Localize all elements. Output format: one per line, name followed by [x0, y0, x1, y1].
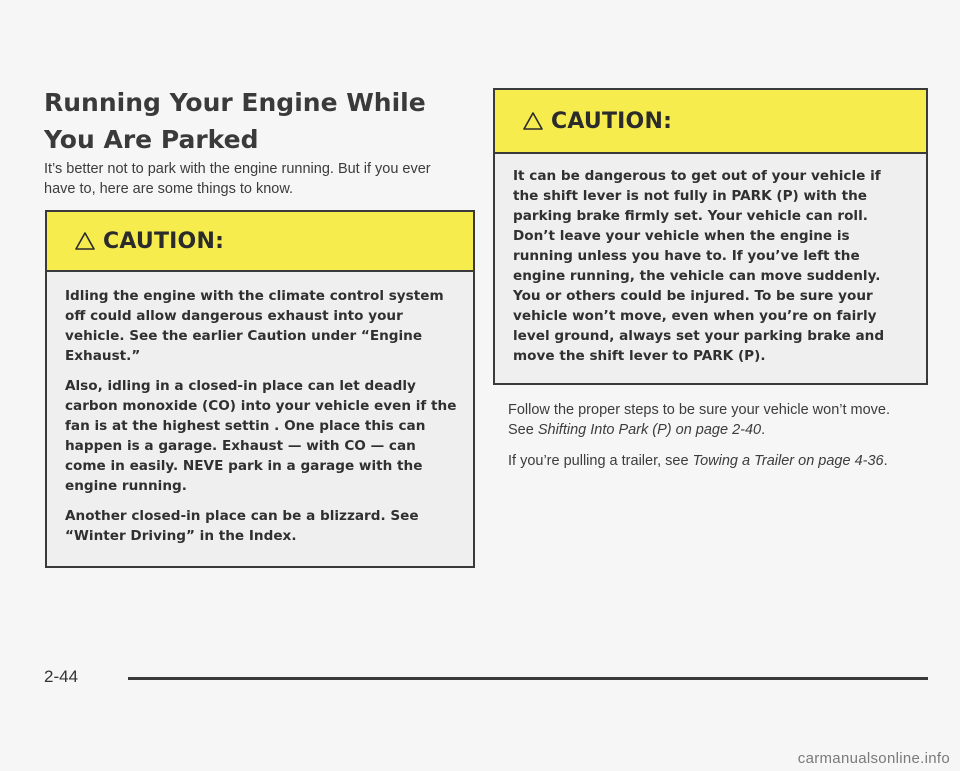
- caution-body: [47, 272, 473, 564]
- caution-paragraph: Also, idling in a closed-in place can let deadly carbon monoxide (CO) into your vehicle even if the fan is at the highest settin . One place this can happen is a garage. Exhaust — with CO — can come in easily. NEVE park in a garage with the engine running.: [65, 378, 457, 494]
- cross-reference-link[interactable]: Shifting Into Park (P) on page 2-40: [537, 422, 762, 438]
- caution-box-shift-lever: [493, 88, 928, 385]
- cross-reference-link[interactable]: Towing a Trailer on page 4-36: [692, 453, 884, 469]
- trailer-paragraph: [508, 451, 918, 471]
- trailer-text-end: .: [883, 453, 888, 469]
- section-title: Running Your Engine While You Are Parked: [44, 88, 426, 154]
- footer-rule: [128, 677, 928, 680]
- page-number: 2-44: [44, 667, 79, 686]
- caution-title: CAUTION:: [103, 228, 225, 254]
- intro-paragraph: It’s better not to park with the engine running. But if you ever have to, here are some things to know.: [44, 161, 431, 197]
- caution-paragraph: Idling the engine with the climate control system off could allow dangerous exhaust into your vehicle. See the earlier Caution under “Engine Exhaust.”: [65, 288, 444, 364]
- caution-header: [47, 212, 473, 272]
- caution-body: [495, 154, 926, 384]
- watermark: carmanualsonline.info: [797, 750, 950, 767]
- caution-box-idling: [45, 210, 475, 568]
- warning-triangle-icon: [75, 232, 95, 250]
- trailer-text: If you’re pulling a trailer, see: [508, 453, 693, 469]
- warning-triangle-icon: [523, 112, 543, 130]
- caution-paragraph: It can be dangerous to get out of your vehicle if the shift lever is not fully in PARK (P) with the parking brake firmly set. Your vehicle can roll. Don’t leave your vehicle when the engine is running unless you have to. If you’ve left the engine running, the vehicle can move suddenly. You or others could be injured. To be sure your vehicle won’t move, even when you’re on fairly level ground, always set your parking brake and move the shift lever to PARK (P).: [513, 168, 885, 364]
- follow-steps-paragraph: [508, 400, 918, 440]
- follow-text-end: .: [761, 422, 766, 438]
- caution-title: CAUTION:: [551, 108, 673, 134]
- follow-text: Follow the proper steps to be sure your vehicle won’t move. See: [508, 402, 891, 438]
- caution-paragraph: Another closed-in place can be a blizzard. See “Winter Driving” in the Index.: [65, 508, 419, 544]
- caution-header: [495, 90, 926, 154]
